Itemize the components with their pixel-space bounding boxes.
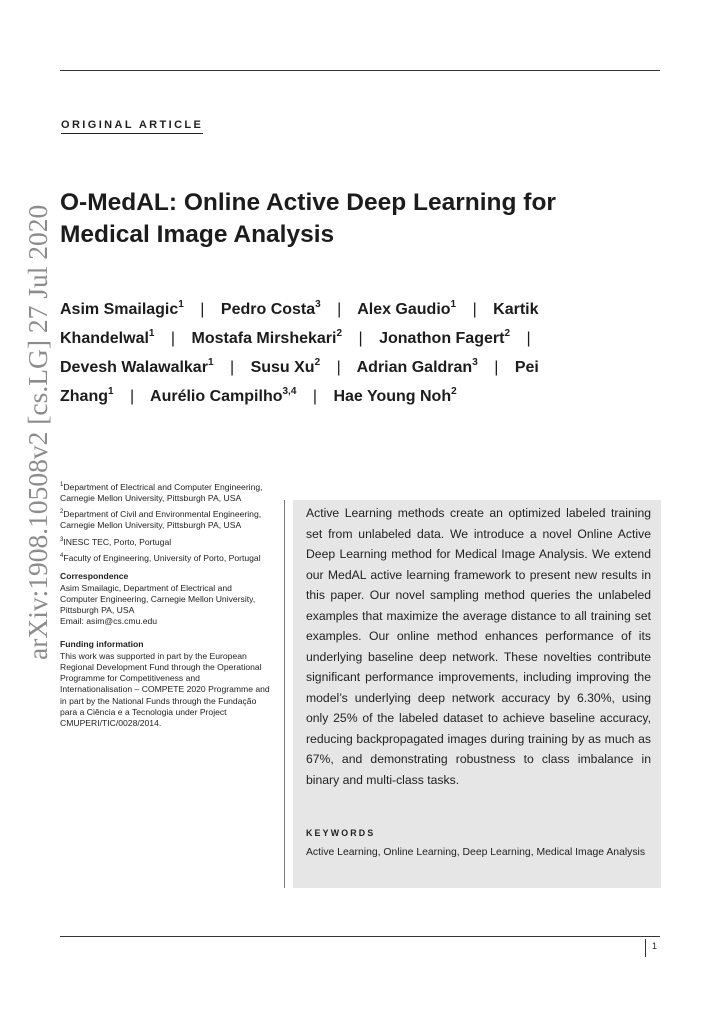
author-separator: | [130,388,135,405]
author-affiliation-marker: 1 [108,385,114,397]
author-separator: | [200,301,205,318]
author-name-text: Mostafa Mirshekari [191,330,337,347]
author-separator: | [229,359,235,376]
author-separator: | [337,301,342,318]
author-name [356,356,478,376]
affiliation-item [60,507,270,531]
author-separator: | [358,330,363,347]
affiliation-item [60,480,270,504]
affiliation-text: INESC TEC, Porto, Portugal [63,536,172,547]
author-name [379,327,510,347]
author-list [60,295,560,411]
page-number: 1 [645,939,670,957]
affiliation-item [60,535,270,548]
author-name-text: Susu Xu [250,359,315,376]
affiliation-item [60,551,270,564]
author-affiliation-marker: 3,4 [282,385,297,397]
author-name-text: Pedro Costa [220,301,316,318]
affiliation-number: 1 [60,482,64,488]
abstract-box [284,500,661,888]
author-name-text: Devesh Walawalkar [60,359,208,376]
author-name [60,298,184,318]
paper-title: O-MedAL: Online Active Deep Learning for Medical Image Analysis [60,189,556,248]
author-separator: | [170,330,176,347]
author-affiliation-marker: 2 [336,327,343,339]
author-name [150,385,297,405]
author-separator: | [494,359,499,376]
footer-rule [60,936,660,937]
author-name-text: Kartik Khandelwal [60,301,539,347]
author-name [60,356,214,376]
author-name-text: Adrian Galdran [356,359,473,376]
correspondence-block [60,571,270,628]
correspondence-email[interactable]: Email: asim@cs.cmu.edu [60,616,158,627]
author-name-text: Alex Gaudio [357,301,451,318]
keywords-text: Active Learning, Online Learning, Deep Learning, Medical Image Analysis [306,847,646,858]
affiliation-text: Department of Civil and Environmental Engineering, Carnegie Mellon University, Pittsburgh PA, USA [60,509,262,531]
author-separator: | [312,388,317,405]
funding-block [60,639,270,730]
correspondence-text: Asim Smailagic, Department of Electrical and Computer Engineering, Carnegie Mellon University, Pittsburgh PA, USA [60,582,256,616]
author-name [333,385,457,405]
keywords-heading: KEYWORDS [306,828,376,838]
author-name [357,298,457,318]
author-separator: | [336,359,341,376]
author-affiliation-marker: 1 [148,327,155,339]
author-name-text: Pei Zhang [60,359,539,405]
author-name [191,327,343,347]
author-separator: | [472,301,477,318]
author-affiliation-marker: 3 [472,356,478,368]
author-affiliation-marker: 2 [504,327,510,339]
correspondence-heading: Correspondence [60,570,129,581]
author-name-text: Asim Smailagic [60,301,179,318]
affiliation-number: 4 [60,552,64,559]
author-separator: | [526,330,531,347]
author-affiliation-marker: 2 [451,385,457,397]
author-name-text: Jonathon Fagert [379,330,505,347]
author-name [250,356,321,376]
author-name [220,298,321,318]
abstract-text: Active Learning methods create an optimized labeled training set from unlabeled data. We introduce a novel Online Active Deep Learning method for Medical Image Analysis. We extend our MedAL active learning framework to present new results in this paper. Our novel sampling method queries the unlabeled examples that maximize the average distance to all training set examples. Our online method enhances performance of its underlying baseline deep network. These novelties contribute significant performance improvements, including improving the model’s underlying deep network accuracy by 6.30%, using only 25% of the labeled dataset to achieve baseline accuracy, reducing backpropagated images during training by as much as 67%, and demonstrating robustness to class imbalance in binary and multi-class tasks. [306,506,651,787]
affiliation-list [60,480,270,564]
affiliation-number: 3 [60,536,64,543]
affiliations-sidebar [60,480,270,729]
author-affiliation-marker: 2 [314,356,321,368]
author-affiliation-marker: 3 [315,298,321,310]
funding-heading: Funding information [60,638,144,649]
author-affiliation-marker: 1 [178,298,184,310]
author-affiliation-marker: 1 [207,356,214,368]
arxiv-stamp: arXiv:1908.10508v2 [cs.LG] 27 Jul 2020 [22,204,53,660]
article-type-label: ORIGINAL ARTICLE [61,119,203,134]
funding-text: This work was supported in part by the European Regional Development Fund through the Operational Programme for Competitiveness and Internationalisation – COMPETE 2020 Programme and in part by the National Funds through the Fundação para a Ciência e a Tecnologia under Project CMUPERI/TIC/0028/2014. [60,650,270,729]
affiliation-text: Faculty of Engineering, University of Porto, Portugal [63,552,261,563]
affiliation-number: 2 [60,509,64,516]
author-affiliation-marker: 1 [450,298,457,310]
header-rule [60,70,660,71]
author-name-text: Hae Young Noh [333,388,452,405]
affiliation-text: Department of Electrical and Computer Engineering, Carnegie Mellon University, Pittsburgh PA, USA [60,481,263,504]
author-name-text: Aurélio Campilho [150,388,283,405]
